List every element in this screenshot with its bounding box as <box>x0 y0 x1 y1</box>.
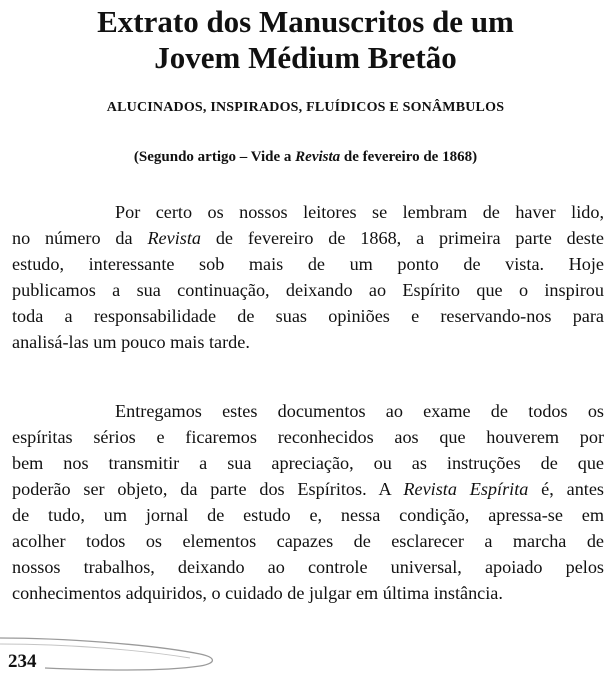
paragraph-1-line: Por certo os nossos leitores se lembram de haver lido, <box>115 202 604 222</box>
title-line-2: Jovem Médium Bretão <box>154 40 457 75</box>
paragraph-1-line <box>12 225 604 251</box>
paragraph-1-line: analisá-las um pouco mais tarde. <box>12 332 250 352</box>
paragraph-2-line: Entregamos estes documentos ao exame de todos os <box>115 401 604 421</box>
paragraph-2 <box>12 398 604 606</box>
line-text: é, antes <box>528 479 604 499</box>
line-text: de fevereiro de 1868, a primeira parte deste <box>200 228 604 248</box>
article-title <box>0 4 611 76</box>
title-line-1: Extrato dos Manuscritos de um <box>97 4 514 39</box>
paragraph-2-line: acolher todos os elementos capazes de esclarecer a marcha de <box>12 531 604 551</box>
paragraph-1 <box>12 199 604 355</box>
paragraph-2-line: nossos trabalhos, deixando ao controle universal, apoiado pelos <box>12 557 604 577</box>
paragraph-1-line: publicamos a sua continuação, deixando ao Espírito que o inspirou <box>12 280 604 300</box>
paragraph-1-line: toda a responsabilidade de suas opiniões e reservando-nos para <box>12 306 604 326</box>
paragraph-2-line: bem nos transmitir a sua apreciação, ou as instruções de que <box>12 453 604 473</box>
article-note <box>0 149 611 166</box>
article-subtitle: ALUCINADOS, INSPIRADOS, FLUÍDICOS E SONÂMBULOS <box>106 100 505 115</box>
paragraph-2-line: de tudo, um jornal de estudo e, nessa condição, apressa-se em <box>12 505 604 525</box>
paragraph-1-line: estudo, interessante sob mais de um ponto de vista. Hoje <box>12 254 604 274</box>
paragraph-2-line <box>12 476 604 502</box>
note-text-after: de fevereiro de 1868) <box>340 149 478 165</box>
note-text-before: (Segundo artigo – Vide a <box>133 149 296 165</box>
line-text: no número da <box>12 228 148 248</box>
paragraph-2-line: espíritas sérios e ficaremos reconhecidos aos que houverem por <box>12 427 604 447</box>
page-number: 234 <box>8 651 37 672</box>
note-italic: Revista <box>295 149 341 165</box>
line-italic: Revista <box>147 228 201 248</box>
paragraph-2-line: conhecimentos adquiridos, o cuidado de julgar em última instância. <box>12 583 503 603</box>
line-text: poderão ser objeto, da parte dos Espíritos. A <box>12 479 404 499</box>
line-italic: Revista Espírita <box>403 479 529 499</box>
